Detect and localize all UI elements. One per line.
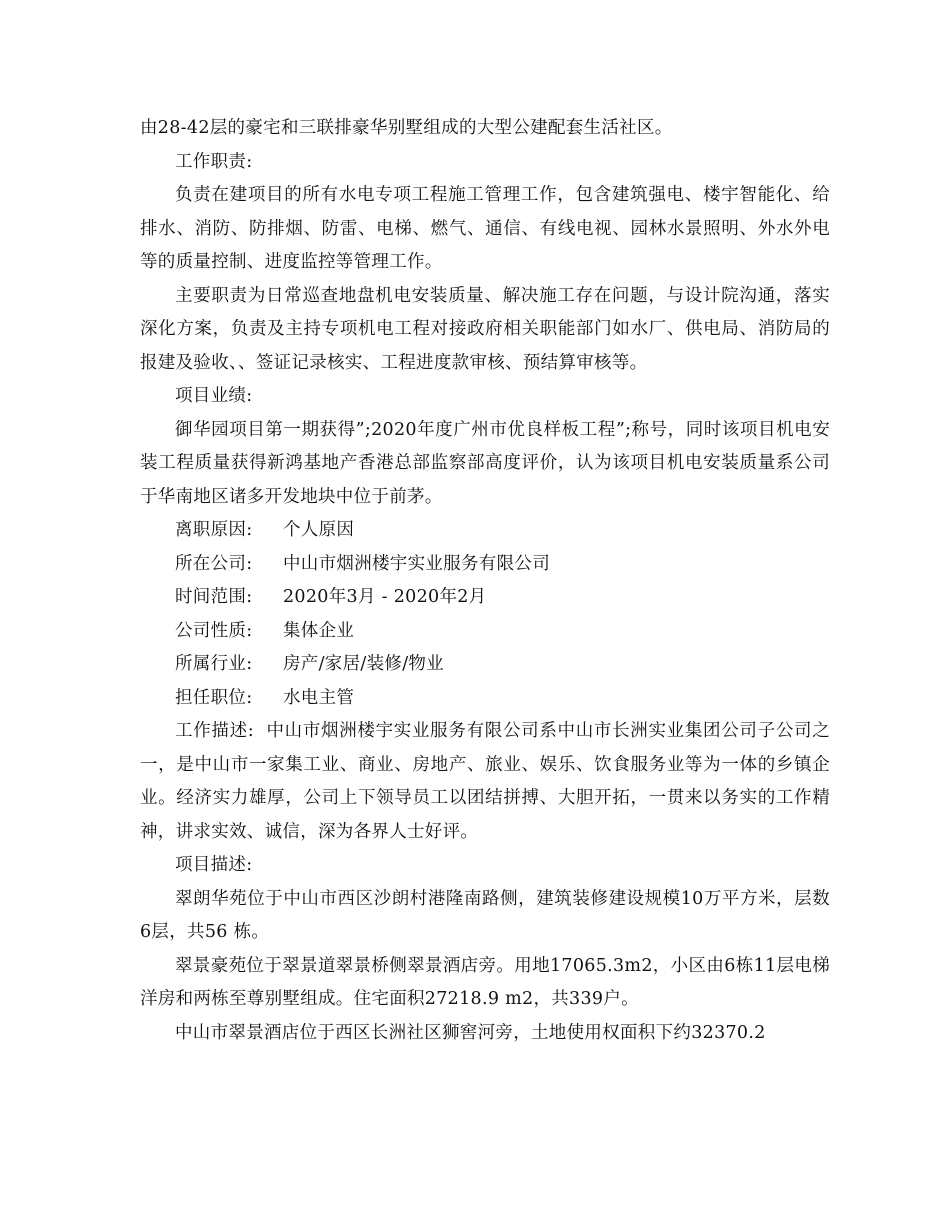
paragraph-job-description: 工作描述: 中山市烟洲楼宇实业服务有限公司系中山市长洲实业集团公司子公司之一，是中山市一家集工业、商业、房地产、旅业、娱乐、饮食服务业等为一体的乡镇企业。经济实力雄厚，公司上下领导员工以团结拼搏、大胆开拓，一贯来以务实的工作精神，讲求实效、诚信，深为各界人士好评。 — [140, 721, 830, 842]
top-paragraphs — [140, 112, 830, 514]
paragraph-duties-scope: 负责在建项目的所有水电专项工程施工管理工作，包含建筑强电、楼宇智能化、给排水、消防、防排烟、防雷、电梯、燃气、通信、有线电视、园林水景照明、外水外电等的质量控制、进度监控等管理工作。 — [140, 185, 830, 272]
field-value: 2020年3月 - 2020年2月 — [283, 587, 487, 607]
field-label: 担任职位: — [175, 687, 253, 708]
field-label: 时间范围: — [175, 587, 253, 607]
paragraph-achievements: 御华园项目第一期获得”;2020年度广州市优良样板工程”;称号，同时该项目机电安装工程质量获得新鸿基地产香港总部监察部高度评价，认为该项目机电安装质量系公司于华南地区诸多开发地块中位于前茅。 — [140, 419, 830, 507]
field-industry — [140, 648, 830, 682]
employment-fields — [140, 514, 830, 715]
field-label: 公司性质: — [175, 620, 253, 641]
paragraph-cuijing-hotel: 中山市翠景酒店位于西区长洲社区狮窖河旁，土地使用权面积下约32370.2 — [175, 1022, 766, 1043]
field-value: 个人原因 — [283, 520, 355, 540]
heading-project-achievements: 项目业绩: — [175, 386, 253, 406]
field-company — [140, 548, 830, 582]
paragraph-cuilang-huayuan: 翠朗华苑位于中山市西区沙朗村港隆南路侧，建筑装修建设规模10万平方米，层数6层，共56 栋。 — [140, 888, 830, 942]
field-value: 水电主管 — [283, 687, 355, 708]
bottom-paragraphs — [140, 715, 830, 1050]
field-company-type — [140, 615, 830, 649]
field-time-range — [140, 581, 830, 615]
field-label: 所在公司: — [175, 553, 253, 574]
field-value: 集体企业 — [283, 620, 355, 641]
field-label: 离职原因: — [175, 520, 253, 540]
document-body — [140, 112, 830, 1050]
field-position — [140, 682, 830, 716]
paragraph-intro: 由28-42层的豪宅和三联排豪华别墅组成的大型公建配套生活社区。 — [140, 118, 673, 138]
field-leave-reason — [140, 514, 830, 548]
paragraph-main-duties: 主要职责为日常巡查地盘机电安装质量、解决施工存在问题，与设计院沟通，落实深化方案，负责及主持专项机电工程对接政府相关职能部门如水厂、供电局、消防局的报建及验收、、签证记录核实、工程进度款审核、预结算审核等。 — [140, 285, 830, 373]
field-value: 中山市烟洲楼宇实业服务有限公司 — [283, 553, 550, 574]
heading-job-duties: 工作职责: — [175, 151, 253, 172]
heading-project-description: 项目描述: — [175, 855, 253, 875]
paragraph-cuijing-haoyuan: 翠景豪苑位于翠景道翠景桥侧翠景酒店旁。用地17065.3m2，小区由6栋11层电梯洋房和两栋至尊别墅组成。住宅面积27218.9 m2，共339户。 — [140, 955, 830, 1009]
field-value: 房产/家居/装修/物业 — [283, 654, 444, 674]
field-label: 所属行业: — [175, 654, 253, 674]
